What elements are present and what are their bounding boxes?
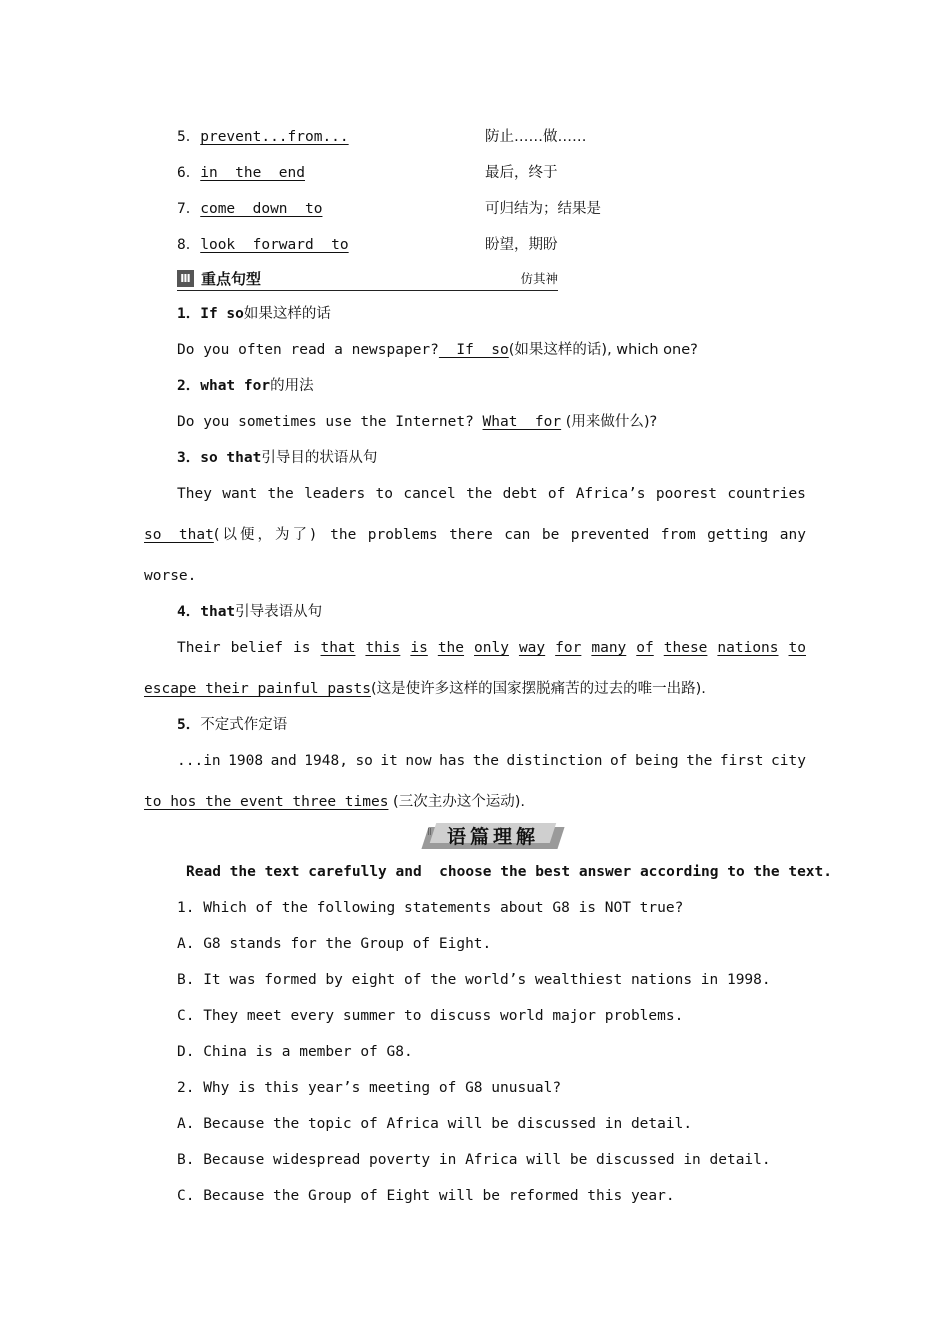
word: the	[267, 486, 294, 502]
pattern-example	[177, 412, 657, 432]
example-blank: If so	[438, 342, 509, 358]
pattern-cn: 如果这样的话	[243, 306, 331, 322]
example-blank-word: this	[365, 640, 401, 656]
word: cancel	[403, 486, 456, 502]
phrase-number: 5．	[177, 129, 201, 145]
pattern-cn: 引导表语从句	[235, 604, 323, 620]
example-line	[177, 484, 806, 504]
phrase-number: 8．	[177, 237, 201, 253]
example-blank-word: is	[410, 640, 428, 656]
word: 1908	[228, 753, 264, 769]
word: debt	[502, 486, 538, 502]
example-line	[144, 525, 806, 545]
pattern-heading	[177, 304, 331, 324]
pattern-en: If so	[200, 306, 244, 322]
example-blank-word: only	[474, 640, 509, 656]
phrase-en: in the end	[200, 165, 305, 181]
pattern-heading	[177, 715, 287, 735]
example-line	[144, 679, 706, 699]
example-text: Do you often read a newspaper?	[177, 342, 439, 358]
phrase-en: look forward to	[200, 237, 349, 253]
section-subtitle: 仿其神	[520, 271, 558, 286]
section-header	[177, 268, 558, 291]
word: so	[355, 753, 373, 769]
word: being	[634, 753, 679, 769]
question-stem: 2. Why is this year’s meeting of G8 unusual?	[177, 1080, 562, 1096]
example-text: (用来做什么)?	[561, 414, 658, 430]
word: first	[719, 753, 764, 769]
word: is	[293, 640, 311, 656]
question-option: A. Because the topic of Africa will be discussed in detail.	[177, 1116, 693, 1132]
example-text: (如果这样的话), which one?	[508, 342, 698, 358]
question-option: B. Because widespread poverty in Africa will be discussed in detail.	[177, 1152, 771, 1168]
example-line	[177, 638, 806, 658]
word: They	[177, 486, 212, 502]
word: belief	[230, 640, 284, 656]
word: leaders	[304, 486, 366, 502]
section-banner	[425, 823, 561, 851]
phrase-item	[177, 127, 349, 147]
word: Their	[177, 640, 221, 656]
phrase-item	[177, 199, 322, 219]
question-option: B. It was formed by eight of the world’s wealthiest nations in 1998.	[177, 972, 771, 988]
instruction: Read the text carefully and choose the best answer according to the text.	[186, 864, 833, 880]
pattern-heading	[177, 448, 377, 468]
phrase-en: prevent...from...	[200, 129, 349, 145]
word: getting	[707, 527, 769, 543]
pattern-heading	[177, 602, 322, 622]
word: and	[270, 753, 297, 769]
word: ...in	[177, 753, 221, 769]
word: it	[380, 753, 398, 769]
phrase-cn: 最后，终于	[485, 165, 558, 181]
example-blank: to hos the event three times	[144, 794, 389, 810]
question-option: C. They meet every summer to discuss world major problems.	[177, 1008, 684, 1024]
word: the	[686, 753, 713, 769]
word: city	[771, 753, 806, 769]
word: poorest	[655, 486, 717, 502]
word: can	[504, 527, 531, 543]
phrase-item	[177, 235, 349, 255]
word: has	[439, 753, 466, 769]
word: from	[660, 527, 696, 543]
pattern-en: so that	[200, 450, 262, 466]
phrase-number: 7．	[177, 201, 201, 217]
phrase-cn: 防止……做……	[485, 129, 587, 145]
word: the	[466, 486, 493, 502]
example-cn: (这是使许多这样的国家摆脱痛苦的过去的唯一出路).	[370, 681, 706, 697]
phrase-number: 6．	[177, 165, 201, 181]
example-line	[177, 751, 806, 771]
section-number-box: Ⅲ	[177, 270, 194, 287]
pattern-heading	[177, 376, 314, 396]
example-blank-word: of	[636, 640, 654, 656]
example-blank-word: to	[788, 640, 806, 656]
word: the	[472, 753, 499, 769]
question-option: D. China is a member of G8.	[177, 1044, 413, 1060]
pattern-cn: 的用法	[270, 378, 314, 394]
pattern-number: 5．	[177, 717, 201, 733]
word: there	[449, 527, 493, 543]
pattern-number: 3．	[177, 450, 201, 466]
example-blank-word: nations	[717, 640, 779, 656]
pattern-number: 1．	[177, 306, 201, 322]
word: problems	[367, 527, 438, 543]
example-blank-word: many	[591, 640, 627, 656]
word: 1948,	[304, 753, 348, 769]
example-text: Do you sometimes use the Internet?	[177, 414, 483, 430]
example-blank-word: these	[663, 640, 708, 656]
example-cn: (三次主办这个运动).	[388, 794, 525, 810]
word: prevented	[570, 527, 650, 543]
question-option: A. G8 stands for the Group of Eight.	[177, 936, 492, 952]
example-blank: escape their painful pasts	[144, 681, 371, 697]
example-blank: What for	[482, 414, 562, 430]
word: any	[779, 527, 806, 543]
phrase-item	[177, 163, 305, 183]
pattern-number: 2．	[177, 378, 201, 394]
word: to	[375, 486, 393, 502]
example-blank-word: the	[437, 640, 465, 656]
phrase-cn: 可归结为；结果是	[485, 201, 601, 217]
question-stem: 1. Which of the following statements about G8 is NOT true?	[177, 900, 684, 916]
example-blank-word: for	[555, 640, 582, 656]
phrase-cn: 盼望，期盼	[485, 237, 558, 253]
word: countries	[727, 486, 806, 502]
banner-mark: Ⅱ	[427, 827, 432, 838]
pattern-cn: 引导目的状语从句	[261, 450, 378, 466]
banner-title: 语篇理解	[446, 826, 539, 848]
phrase-en: come down to	[200, 201, 323, 217]
word: of	[547, 486, 566, 502]
example-line	[144, 792, 525, 812]
example-blank-word: that	[320, 640, 356, 656]
word: distinction	[506, 753, 603, 769]
example-blank: so that	[144, 527, 214, 543]
pattern-cn: 不定式作定语	[200, 717, 288, 733]
example-line: worse.	[144, 568, 197, 584]
pattern-en: that	[200, 604, 236, 620]
section-title: 重点句型	[201, 270, 262, 288]
word: now	[405, 753, 432, 769]
example-cn: (以便，为了)	[213, 527, 319, 543]
word: of	[610, 753, 628, 769]
pattern-en: what for	[200, 378, 271, 394]
pattern-example	[177, 340, 698, 360]
pattern-number: 4．	[177, 604, 201, 620]
example-blank-word: way	[518, 640, 546, 656]
word: Africa’s	[575, 486, 646, 502]
word: be	[541, 527, 560, 543]
word: want	[222, 486, 258, 502]
question-option: C. Because the Group of Eight will be reformed this year.	[177, 1188, 675, 1204]
word: the	[330, 527, 357, 543]
